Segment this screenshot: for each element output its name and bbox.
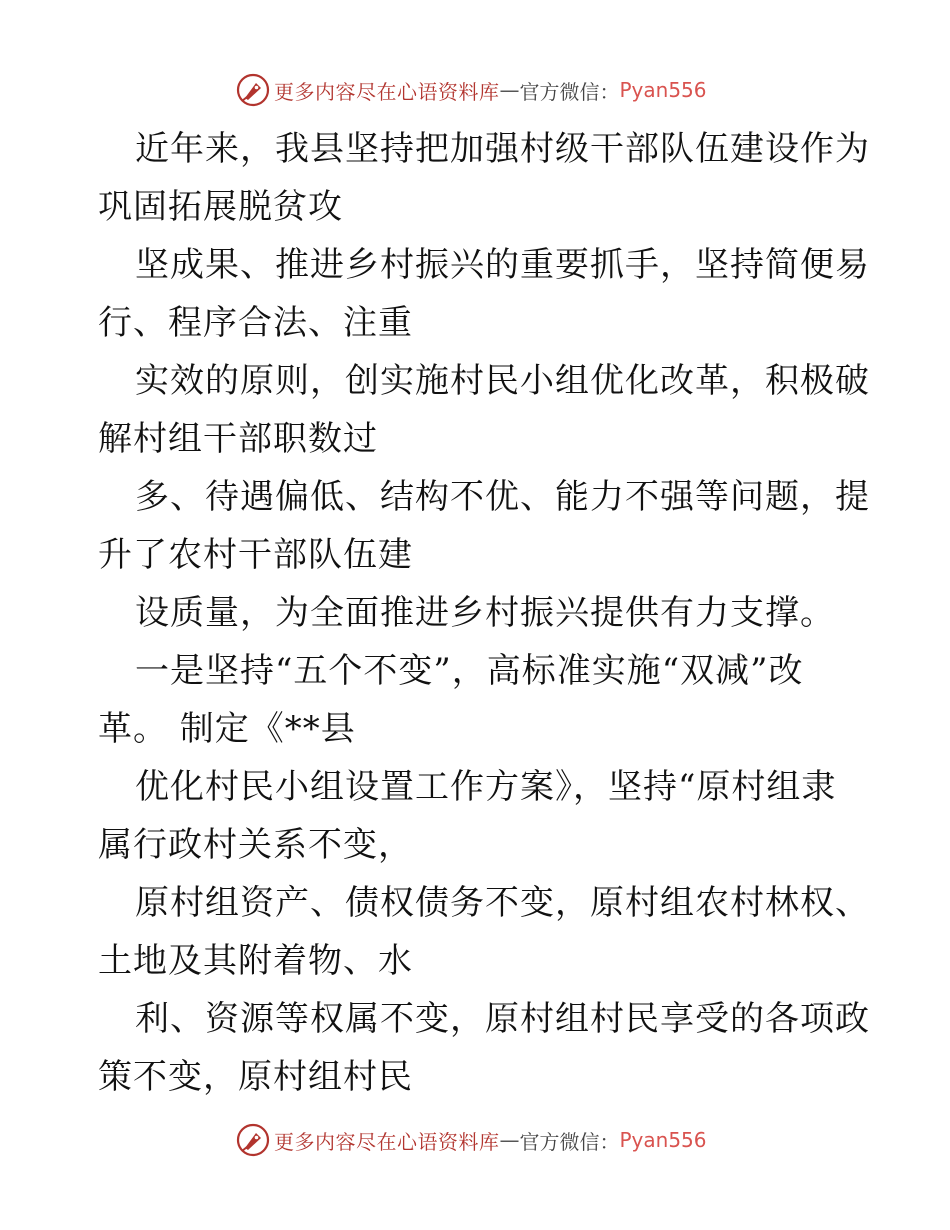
text-line: 革。 制定《**县 xyxy=(98,709,356,749)
pen-nib-logo-icon xyxy=(236,73,270,107)
watermark-dash: — xyxy=(499,78,520,102)
watermark-brand-text: 更多内容尽在心语资料库 xyxy=(274,79,500,104)
text-line: 解村组干部职数过 xyxy=(98,419,378,459)
text-line: 坚成果、推进乡村振兴的重要抓手，坚持简便易 xyxy=(135,245,870,285)
footer-watermark xyxy=(236,1120,707,1160)
text-line: 近年来，我县坚持把加强村级干部队伍建设作为 xyxy=(135,129,870,169)
watermark-wechat-id: Pyan556 xyxy=(619,1128,707,1152)
text-line: 土地及其附着物、水 xyxy=(98,941,413,981)
pen-nib-logo-icon xyxy=(236,1123,270,1157)
watermark-dash: — xyxy=(499,1128,520,1152)
text-line: 利、资源等权属不变，原村组村民享受的各项政 xyxy=(135,999,870,1039)
text-line: 行、程序合法、注重 xyxy=(98,303,413,343)
text-line: 巩固拓展脱贫攻 xyxy=(98,187,343,227)
watermark-wechat-label: 官方微信： xyxy=(519,1129,620,1154)
text-line: 升了农村干部队伍建 xyxy=(98,535,413,575)
text-line: 多、待遇偏低、结构不优、能力不强等问题，提 xyxy=(135,477,870,517)
text-line: 优化村民小组设置工作方案》，坚持“原村组隶 xyxy=(135,767,837,807)
text-line: 实效的原则，创实施村民小组优化改革，积极破 xyxy=(135,361,870,401)
header-watermark xyxy=(236,70,707,110)
watermark-wechat-id: Pyan556 xyxy=(619,78,707,102)
text-line: 原村组资产、债权债务不变，原村组农村林权、 xyxy=(135,883,870,923)
watermark-wechat-label: 官方微信： xyxy=(519,79,620,104)
text-line: 设质量，为全面推进乡村振兴提供有力支撑。 xyxy=(135,593,835,633)
text-line: 属行政村关系不变， xyxy=(98,825,413,865)
text-line: 一是坚持“五个不变”，高标准实施“双减”改 xyxy=(135,651,804,691)
watermark-brand-text: 更多内容尽在心语资料库 xyxy=(274,1129,500,1154)
text-line: 策不变，原村组村民 xyxy=(98,1057,413,1097)
document-body xyxy=(98,120,870,1106)
